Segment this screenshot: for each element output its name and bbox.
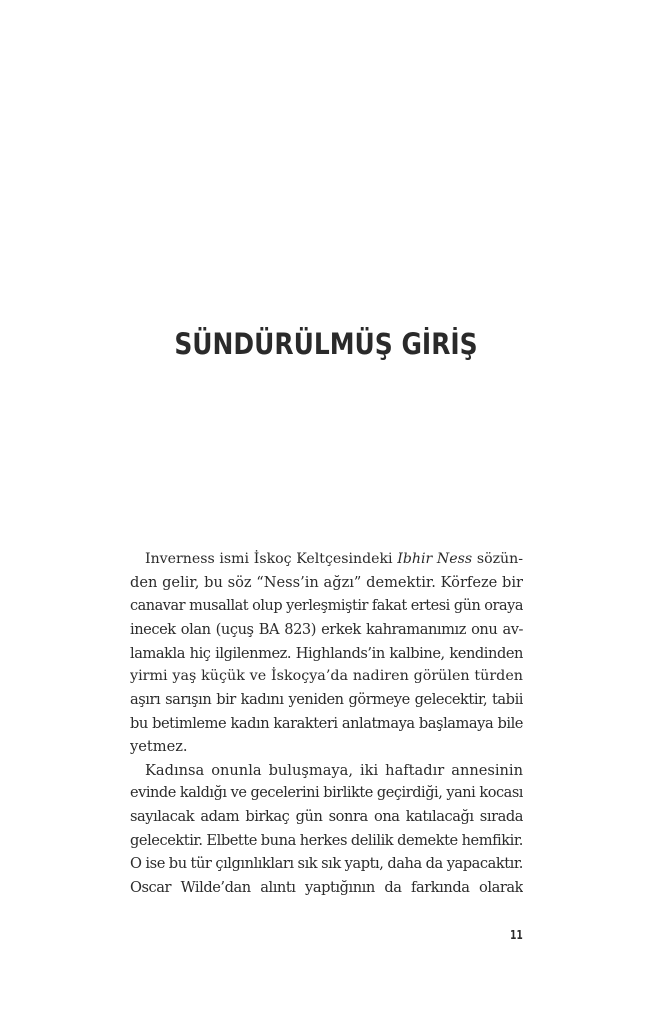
- text-line: den gelir, bu söz “Ness’in ağzı” demektir. Körfeze bir: [130, 574, 523, 592]
- paragraph-1: [130, 548, 523, 759]
- text-line: Oscar Wilde’dan alıntı yaptığının da farkında olarak: [130, 878, 523, 896]
- text-line: canavar musallat olup yerleşmiştir fakat ertesi gün oraya: [130, 597, 523, 614]
- text-line: bu betimleme kadın karakteri anlatmaya başlamaya bile: [130, 714, 523, 732]
- italic-term: Ibhir Ness: [397, 551, 473, 567]
- text-line: yirmi yaş küçük ve İskoçya’da nadiren görülen türden: [130, 668, 523, 685]
- text-line: Inverness ismi İskoç Keltçesindeki Ibhir Ness sözün-: [145, 551, 523, 567]
- text-line: evinde kaldığı ve gecelerini birlikte geçirdiği, yani kocası: [130, 785, 523, 802]
- body-text: [130, 548, 523, 899]
- text-line: O ise bu tür çılgınlıkları sık sık yaptı, daha da yapacaktır.: [130, 855, 523, 873]
- chapter-title: SÜNDÜRÜLMÜŞ GİRİŞ: [174, 327, 478, 361]
- text-line: aşırı sarışın bir kadını yeniden görmeye gelecektir, tabii: [130, 691, 523, 709]
- text-line: sayılacak adam birkaç gün sonra ona katılacağı sırada: [130, 808, 523, 826]
- text-line: lamakla hiç ilgilenmez. Highlands’in kalbine, kendinden: [130, 644, 523, 662]
- paragraph-2: [130, 759, 523, 899]
- text-line: gelecektir. Elbette buna herkes delilik demekte hemfikir.: [130, 831, 523, 849]
- page-number: 11: [510, 928, 523, 942]
- text-line: yetmez.: [130, 738, 188, 756]
- text-line: Kadınsa onunla buluşmaya, iki haftadır annesinin: [145, 761, 523, 779]
- text-line: inecek olan (uçuş BA 823) erkek kahramanımız onu av-: [130, 621, 523, 639]
